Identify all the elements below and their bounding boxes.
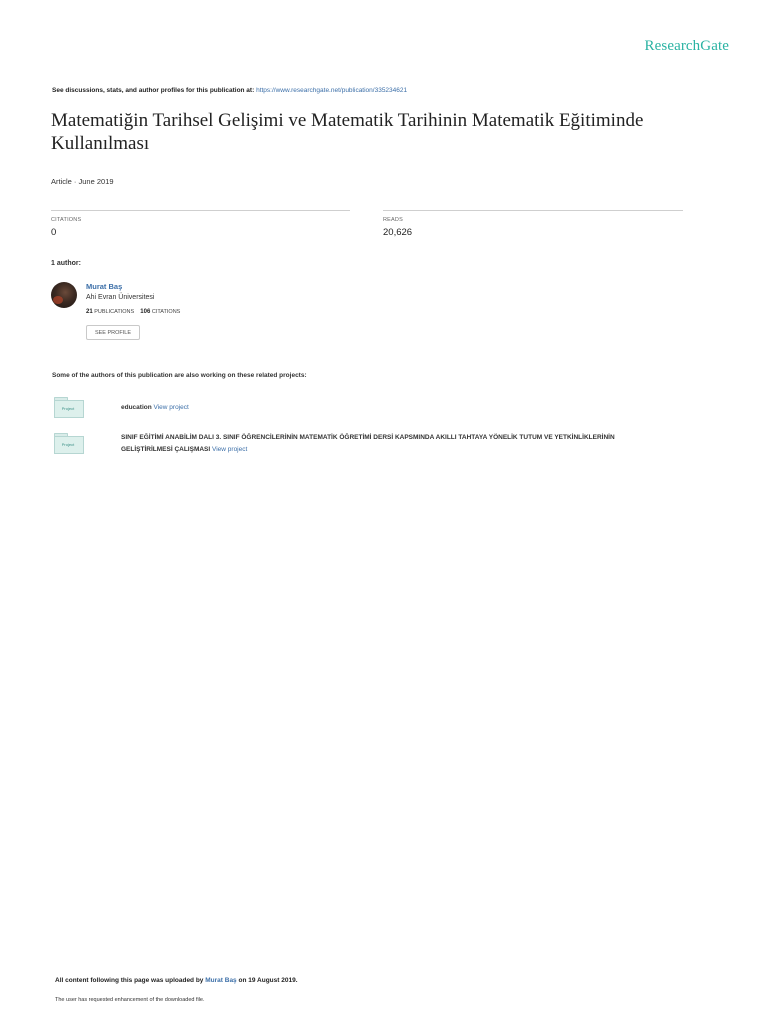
related-projects-heading: Some of the authors of this publication are also working on these related projects:	[52, 372, 307, 379]
avatar[interactable]	[51, 282, 77, 308]
upload-suffix: on 19 August 2019.	[238, 977, 298, 984]
article-meta: Article · June 2019	[51, 177, 114, 186]
see-discussions-text: See discussions, stats, and author profiles for this publication at:	[52, 87, 255, 94]
project-folder-icon[interactable]	[53, 397, 83, 417]
project-title-continued: GELİŞTİRİLMESİ ÇALIŞMASI	[121, 446, 211, 453]
related-project-item	[121, 402, 189, 414]
project-icon-label: Project	[61, 442, 75, 447]
related-project-item	[121, 432, 701, 456]
view-project-link[interactable]: View project	[212, 446, 248, 453]
author-name-link[interactable]: Murat Baş	[86, 282, 123, 291]
researchgate-logo[interactable]: ResearchGate	[644, 38, 729, 54]
uploader-link[interactable]: Murat Baş	[205, 977, 237, 984]
view-project-link[interactable]: View project	[153, 404, 189, 411]
citations-value: 0	[51, 227, 57, 238]
publication-url-link[interactable]: https://www.researchgate.net/publication/335234621	[256, 87, 408, 94]
citations-divider	[51, 210, 350, 211]
project-folder-icon[interactable]	[53, 433, 83, 453]
publications-count: 21	[86, 309, 93, 315]
project-title: SINIF EĞİTİMİ ANABİLİM DALI 3. SINIF ÖĞRENCİLERİNİN MATEMATİK ÖĞRETİMİ DERSİ KAPSMINDA AKILLI TAHTAYA YÖNELİK TUTUM VE YETKİNLİKLERİNİN	[121, 434, 615, 441]
author-citations-count: 106	[140, 309, 151, 315]
author-citations-label: CITATIONS	[151, 309, 181, 315]
citations-label: CITATIONS	[51, 217, 82, 223]
reads-value: 20,626	[383, 227, 413, 238]
reads-label: READS	[383, 217, 403, 223]
project-icon-label: Project	[61, 406, 75, 411]
authors-heading: 1 author:	[51, 260, 81, 267]
author-institution: Ahi Evran Üniversitesi	[86, 294, 155, 301]
article-title: Matematiğin Tarihsel Gelişimi ve Matematik Tarihinin Matematik Eğitiminde Kullanılması	[51, 110, 644, 154]
see-discussions-line	[52, 87, 407, 94]
publications-label: PUBLICATIONS	[94, 309, 135, 315]
author-stats	[86, 309, 180, 315]
upload-notice	[55, 977, 298, 984]
reads-divider	[383, 210, 683, 211]
enhancement-note: The user has requested enhancement of the downloaded file.	[55, 997, 205, 1003]
upload-prefix: All content following this page was uploaded by	[55, 977, 204, 984]
see-profile-button[interactable]: SEE PROFILE	[86, 325, 140, 340]
project-title: education	[121, 404, 152, 411]
